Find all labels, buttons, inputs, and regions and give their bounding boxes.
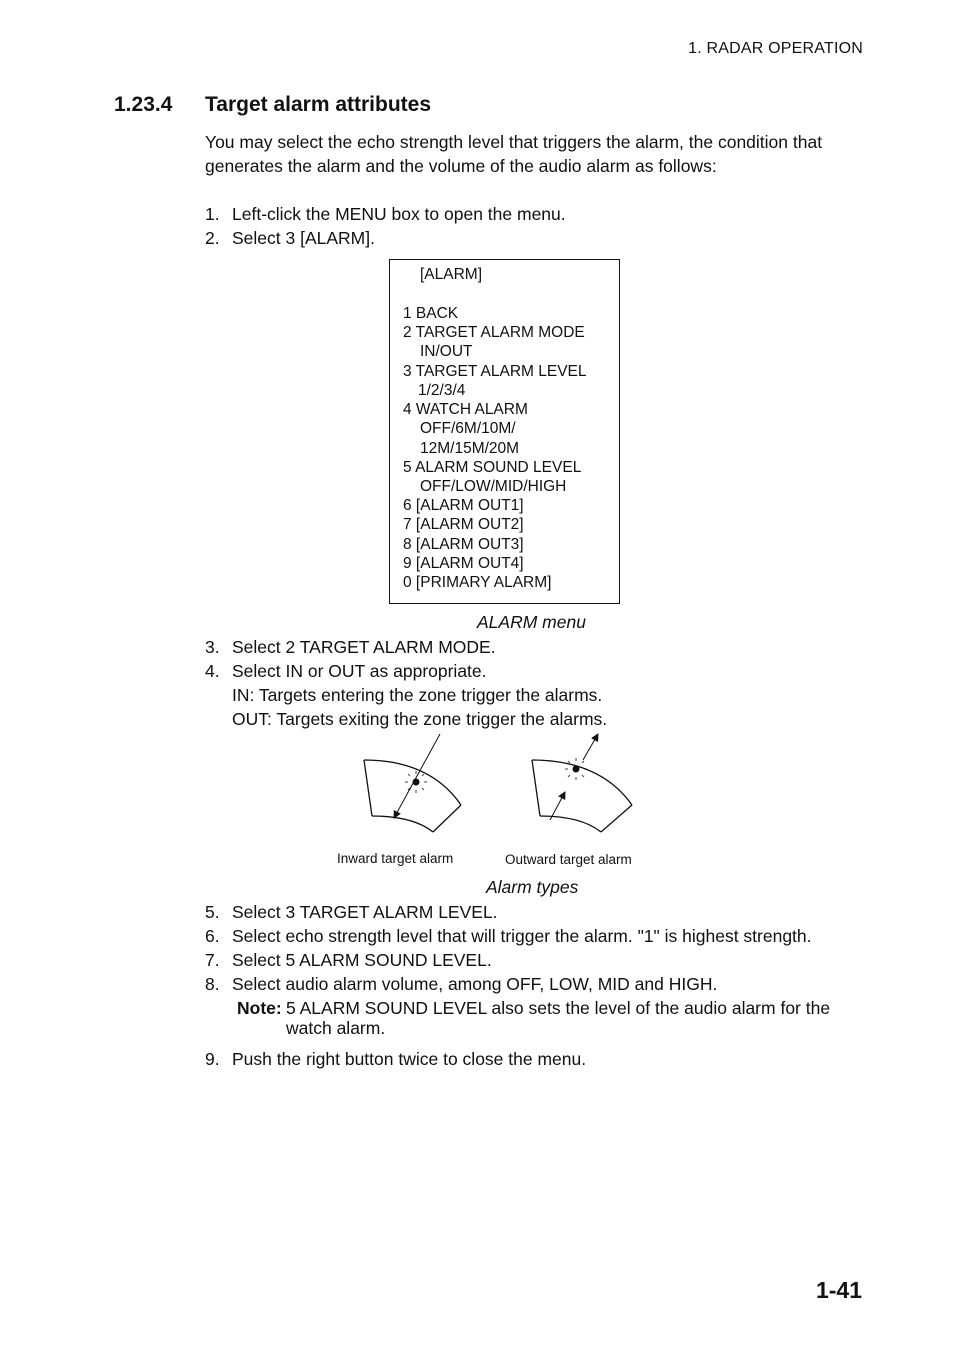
step-number: 8. [205,974,220,994]
step-4-in-detail: IN: Targets entering the zone trigger the alarms. [232,685,603,705]
step-text: Select 5 ALARM SOUND LEVEL. [232,950,492,970]
step-text: Select echo strength level that will trigger the alarm. "1" is highest strength. [232,926,812,946]
menu-caption: ALARM menu [477,612,586,632]
step-4-out-detail: OUT: Targets exiting the zone trigger the alarms. [232,709,608,729]
step-number: 1. [205,204,220,224]
inward-zone-sector [364,760,461,832]
outward-outer-arrow [583,734,598,760]
menu-line: 1/2/3/4 [418,382,466,399]
menu-line: 12M/15M/20M [420,440,520,457]
step-number: 7. [205,950,220,970]
step-number: 3. [205,637,220,657]
menu-line: OFF/LOW/MID/HIGH [420,478,567,495]
section-title: Target alarm attributes [205,93,432,116]
step-text: Left-click the MENU box to open the menu. [232,204,566,224]
step-9 [205,1047,586,1071]
outward-zone-sector [532,760,632,832]
menu-line: 6 [ALARM OUT1] [403,497,524,514]
menu-line: 4 WATCH ALARM [403,401,528,418]
menu-line: OFF/6M/10M/ [420,420,516,437]
step-6 [205,924,812,948]
step-text: Select audio alarm volume, among OFF, LOW, MID and HIGH. [232,974,718,994]
inward-alarm-label: Inward target alarm [337,851,454,866]
outward-alarm-label: Outward target alarm [505,852,632,867]
step-3 [205,635,496,659]
inward-arrow [394,734,440,818]
menu-line: 3 TARGET ALARM LEVEL [403,363,587,380]
menu-line: 5 ALARM SOUND LEVEL [403,459,582,476]
outward-inner-arrow [550,792,565,820]
step-text: Select 2 TARGET ALARM MODE. [232,637,496,657]
alarm-types-figure [330,728,650,848]
step-text: Push the right button twice to close the menu. [232,1049,587,1069]
menu-line: 2 TARGET ALARM MODE [403,324,585,341]
inward-target-echo [405,771,427,793]
step-8 [205,972,717,996]
step-1 [205,202,566,226]
step-2 [205,226,375,250]
menu-line: 9 [ALARM OUT4] [403,555,524,572]
menu-line: 8 [ALARM OUT3] [403,536,524,553]
menu-line: 1 BACK [403,305,459,322]
step-number: 2. [205,228,220,248]
menu-line: 7 [ALARM OUT2] [403,516,524,533]
step-number: 5. [205,902,220,922]
note-text: 5 ALARM SOUND LEVEL also sets the level of the audio alarm for the watch alarm. [286,998,831,1038]
step-text: Select 3 TARGET ALARM LEVEL. [232,902,498,922]
menu-line: [ALARM] [420,266,483,283]
step-number: 9. [205,1049,220,1069]
figure-caption: Alarm types [486,877,579,897]
section-number: 1.23.4 [114,93,173,116]
menu-line: 0 [PRIMARY ALARM] [403,574,552,591]
step-number: 4. [205,661,220,681]
step-text: Select IN or OUT as appropriate. [232,661,487,681]
page-number: 1-41 [815,1277,862,1303]
step-7 [205,948,492,972]
running-header: 1. RADAR OPERATION [688,40,863,57]
step-4 [205,659,487,683]
intro-paragraph: You may select the echo strength level that triggers the alarm, the condition that generates the alarm and the volume of the audio alarm as follows: [205,132,823,176]
step-text: Select 3 [ALARM]. [232,228,375,248]
note-label: Note: [237,998,282,1018]
step-number: 6. [205,926,220,946]
step-5 [205,900,498,924]
menu-line: IN/OUT [420,343,473,360]
outward-target-echo [565,758,587,780]
